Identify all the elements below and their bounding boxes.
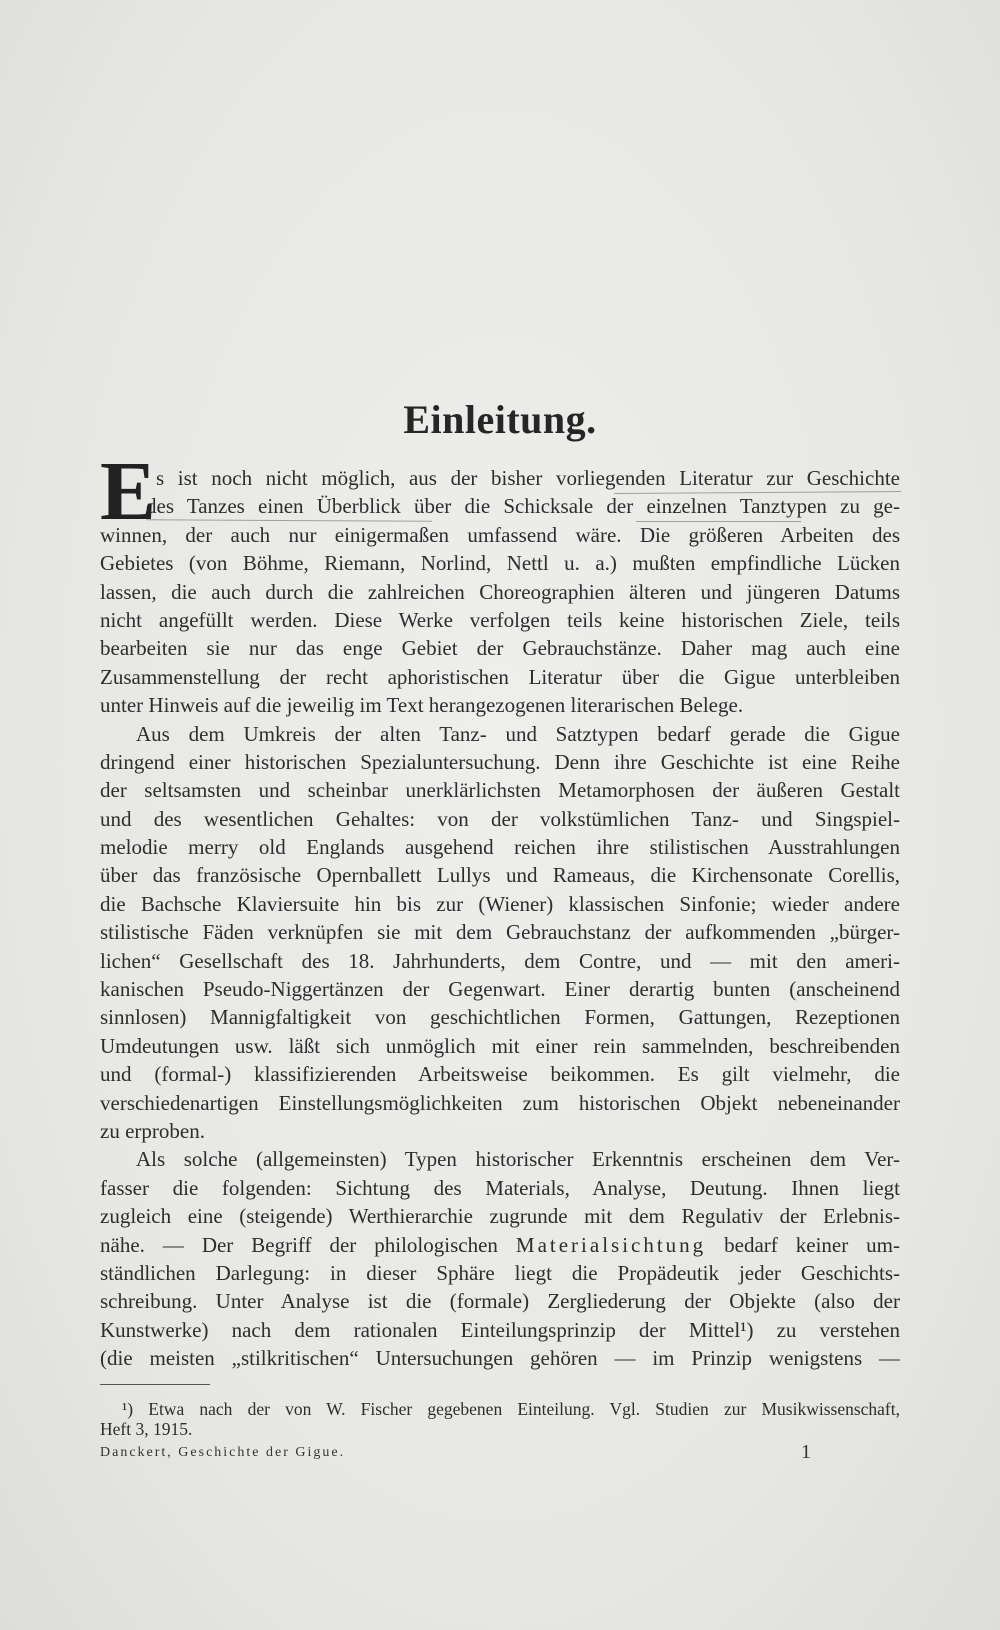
footnote bbox=[100, 1399, 900, 1439]
text-line: sinnlosen) Mannigfaltigkeit von geschichtlichen Formen, Gattungen, Rezeptionen bbox=[100, 1005, 900, 1030]
body-text bbox=[100, 445, 900, 1373]
text-line: Als solche (allgemeinsten) Typen historischer Erkenntnis erscheinen dem Ver- bbox=[136, 1147, 900, 1172]
text-line: verschiedenartigen Einstellungsmöglichkeiten zum historischen Objekt nebeneinander bbox=[100, 1090, 900, 1115]
text-line: Kunstwerke) nach dem rationalen Einteilungsprinzip der Mittel¹) zu verstehen bbox=[100, 1317, 900, 1342]
pencil-underline bbox=[636, 521, 801, 522]
text-line: Aus dem Umkreis der alten Tanz- und Satztypen bedarf gerade die Gigue bbox=[136, 721, 900, 746]
paragraph bbox=[100, 720, 900, 1146]
footnote-rule bbox=[100, 1384, 210, 1385]
running-title: Danckert, Geschichte der Gigue. bbox=[100, 1445, 346, 1460]
text-line: Gebietes (von Böhme, Riemann, Norlind, Nettl u. a.) mußten empfindliche Lücken bbox=[100, 551, 900, 576]
footnote-line: Heft 3, 1915. bbox=[100, 1419, 193, 1439]
text-line: unter Hinweis auf die jeweilig im Text herangezogenen literarischen Belege. bbox=[100, 693, 744, 718]
emphasized-term: Materialsichtung bbox=[515, 1232, 707, 1257]
text-line: ständlichen Darlegung: in dieser Sphäre liegt die Propädeutik jeder Geschichts- bbox=[100, 1260, 900, 1285]
text-line: bearbeiten sie nur das enge Gebiet der Gebrauchstänze. Daher mag auch eine bbox=[100, 636, 900, 661]
text-line: über das französische Opernballett Lullys und Rameaus, die Kirchensonate Corellis, bbox=[100, 863, 900, 888]
text-line: (die meisten „stilkritischen“ Untersuchungen gehören — im Prinzip wenigstens — bbox=[100, 1346, 900, 1371]
text-line: und (formal-) klassifizierenden Arbeitsweise beikommen. Es gilt vielmehr, die bbox=[100, 1062, 900, 1087]
text-line: schreibung. Unter Analyse ist die (formale) Zergliederung der Objekte (also der bbox=[100, 1289, 900, 1314]
text-line: dringend einer historischen Spezialuntersuchung. Denn ihre Geschichte ist eine Reihe bbox=[100, 749, 900, 774]
footnote-line: ¹) Etwa nach der von W. Fischer gegebenen Einteilung. Vgl. Studien zur Musikwissenschaft, bbox=[122, 1399, 900, 1419]
chapter-title: Einleitung. bbox=[403, 397, 597, 442]
text-line: winnen, der auch nur einigermaßen umfassend wäre. Die größeren Arbeiten des bbox=[100, 522, 900, 547]
text-line: Umdeutungen usw. läßt sich unmöglich mit einer rein sammelnden, beschreibenden bbox=[100, 1033, 900, 1058]
text-line: zu erproben. bbox=[100, 1118, 205, 1143]
text-line: zugleich eine (steigende) Werthierarchie zugrunde mit dem Regulativ der Erlebnis- bbox=[100, 1204, 900, 1229]
text-line: melodie merry old Englands ausgehend reichen ihre stilistischen Ausstrahlungen bbox=[100, 835, 900, 860]
text-line: nicht angefüllt werden. Diese Werke verfolgen teils keine historischen Ziele, teils bbox=[100, 607, 900, 632]
text-line: stilistische Fäden verknüpfen sie mit dem Gebrauchstanz der aufkommenden „bürger- bbox=[100, 920, 900, 945]
text-segment: bedarf keiner um- bbox=[724, 1232, 900, 1257]
text-line bbox=[100, 1231, 900, 1259]
text-line: und des wesentlichen Gehaltes: von der volkstümlichen Tanz- und Singspiel- bbox=[100, 806, 900, 831]
text-line: Zusammenstellung der recht aphoristischen Literatur über die Gigue unterbleiben bbox=[100, 664, 900, 689]
text-line: fasser die folgenden: Sichtung des Materials, Analyse, Deutung. Ihnen liegt bbox=[100, 1175, 900, 1200]
drop-cap: E bbox=[100, 445, 157, 538]
text-line: kanischen Pseudo-Niggertänzen der Gegenwart. Einer derartig bunten (anscheinend bbox=[100, 977, 900, 1002]
page-number: 1 bbox=[801, 1441, 811, 1463]
text-line-content: s ist noch nicht möglich, aus der bisher vorliegenden Literatur zur Geschichte bbox=[156, 466, 900, 490]
text-line: des Tanzes einen Überblick über die Schicksale der einzelnen Tanztypen zu ge- bbox=[146, 494, 900, 519]
text-line: lassen, die auch durch die zahlreichen Choreographien älteren und jüngeren Datums bbox=[100, 579, 900, 604]
text-line: lichen“ Gesellschaft des 18. Jahrhunderts, dem Contre, und — mit den ameri- bbox=[100, 948, 900, 973]
paragraph bbox=[100, 1145, 900, 1372]
paragraph bbox=[100, 445, 900, 720]
text-line: der seltsamsten und scheinbar unerklärlichsten Metamorphosen der äußeren Gestalt bbox=[100, 778, 900, 803]
text-line: die Bachsche Klaviersuite hin bis zur (Wiener) klassischen Sinfonie; wieder andere bbox=[100, 891, 900, 916]
text-segment: nähe. — Der Begriff der philologischen bbox=[100, 1232, 498, 1257]
